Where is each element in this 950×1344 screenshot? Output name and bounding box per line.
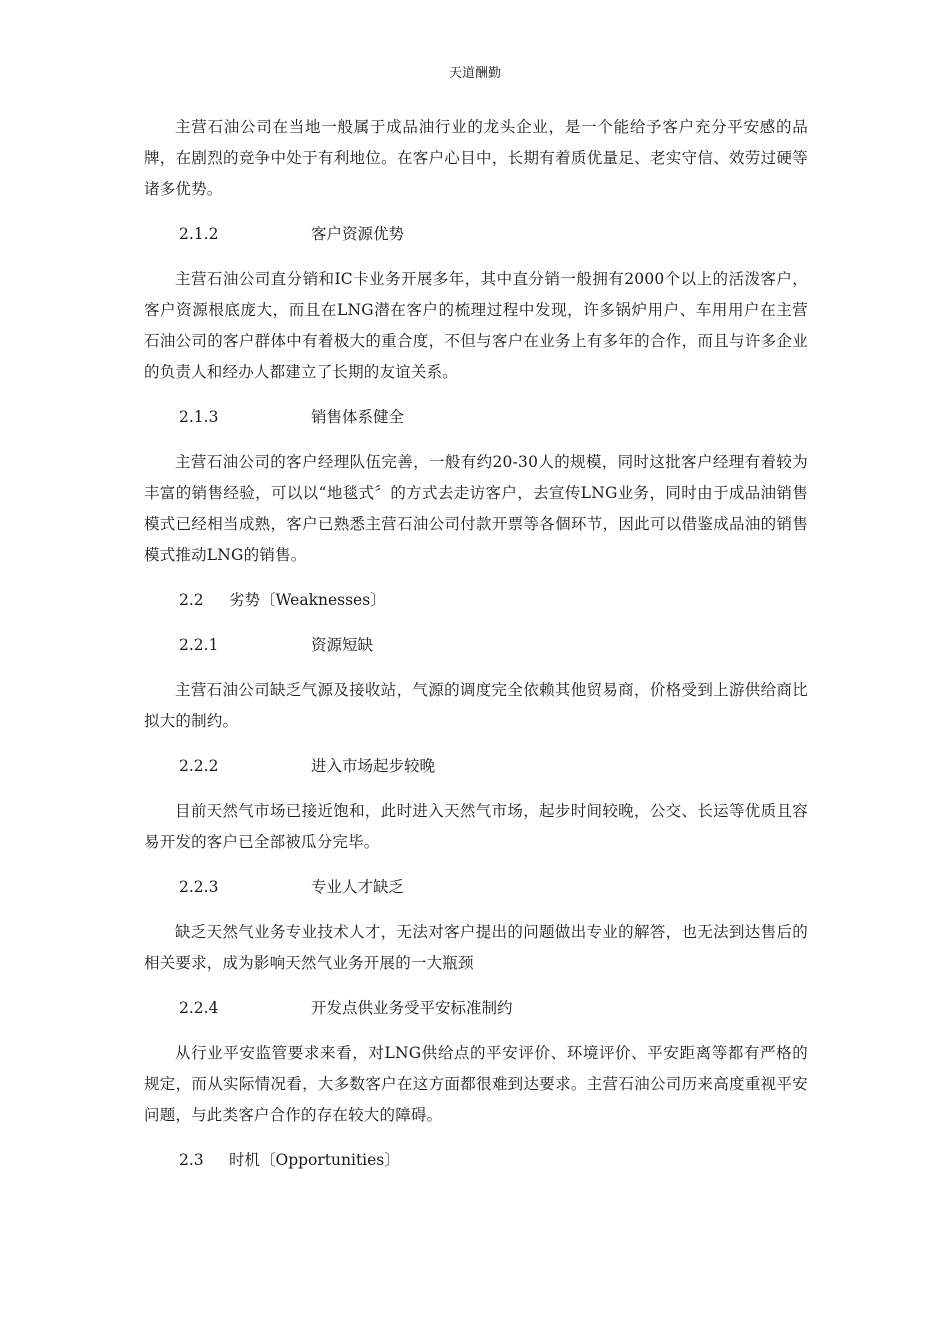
subsection-heading (144, 219, 808, 250)
paragraph: 主营石油公司的客户经理队伍完善，一般有约20-30人的规模，同时这批客户经理有着较为丰富的销售经验，可以以“地毯式〞的方式去走访客户，去宣传LNG业务，同时由于成品油销售模式已经相当成熟，客户已熟悉主营石油公司付款开票等各個环节，因此可以借鉴成品油的销售模式推动LNG的销售。 (144, 453, 808, 564)
paragraph: 缺乏天然气业务专业技术人才，无法对客户提出的问题做出专业的解答，也无法到达售后的相关要求，成为影响天然气业务开展的一大瓶颈 (144, 923, 808, 972)
subsection-heading (144, 630, 808, 661)
section-heading (144, 1145, 808, 1176)
heading-number: 2.1.2 (179, 225, 219, 243)
heading-title: 销售体系健全 (311, 408, 405, 426)
subsection-heading (144, 872, 808, 903)
heading-title: 时机〔Opportunities〕 (229, 1151, 400, 1169)
heading-number: 2.2.1 (179, 636, 219, 654)
heading-number: 2.2.2 (179, 757, 219, 775)
subsection-heading (144, 402, 808, 433)
heading-number: 2.1.3 (179, 408, 219, 426)
heading-number: 2.2.3 (179, 878, 219, 896)
heading-number: 2.2 (179, 591, 204, 609)
heading-title: 资源短缺 (311, 636, 374, 654)
paragraph: 从行业平安监管要求来看，对LNG供给点的平安评价、环境评价、平安距离等都有严格的规定，而从实际情况看，大多数客户在这方面都很难到达要求。主营石油公司历来高度重视平安问题，与此类客户合作的存在较大的障碍。 (144, 1044, 808, 1124)
subsection-heading (144, 993, 808, 1024)
heading-title: 专业人才缺乏 (311, 878, 405, 896)
heading-number: 2.3 (179, 1151, 204, 1169)
heading-title: 客户资源优势 (311, 225, 405, 243)
paragraph: 主营石油公司在当地一般属于成品油行业的龙头企业，是一个能给予客户充分平安感的品牌，在剧烈的竞争中处于有利地位。在客户心目中，长期有着质优量足、老实守信、效劳过硬等诸多优势。 (144, 118, 808, 198)
paragraph: 主营石油公司缺乏气源及接收站，气源的调度完全依赖其他贸易商，价格受到上游供给商比拟大的制约。 (144, 681, 808, 730)
heading-title: 劣势〔Weaknesses〕 (229, 591, 386, 609)
paragraph: 主营石油公司直分销和IC卡业务开展多年，其中直分销一般拥有2000个以上的活泼客户，客户资源根底庞大，而且在LNG潜在客户的梳理过程中发现，许多锅炉用户、车用用户在主营石油公司的客户群体中有着极大的重合度，不但与客户在业务上有多年的合作，而且与许多企业的负责人和经办人都建立了长期的友谊关系。 (144, 270, 808, 381)
heading-number: 2.2.4 (179, 999, 219, 1017)
document-body (144, 112, 808, 1176)
heading-title: 开发点供业务受平安标准制约 (311, 999, 513, 1017)
subsection-heading (144, 751, 808, 782)
heading-title: 进入市场起步较晚 (311, 757, 436, 775)
page-header: 天道酬勤 (448, 66, 501, 81)
section-heading (144, 585, 808, 616)
paragraph: 目前天然气市场已接近饱和，此时进入天然气市场，起步时间较晚，公交、长运等优质且容易开发的客户已全部被瓜分完毕。 (144, 802, 808, 851)
